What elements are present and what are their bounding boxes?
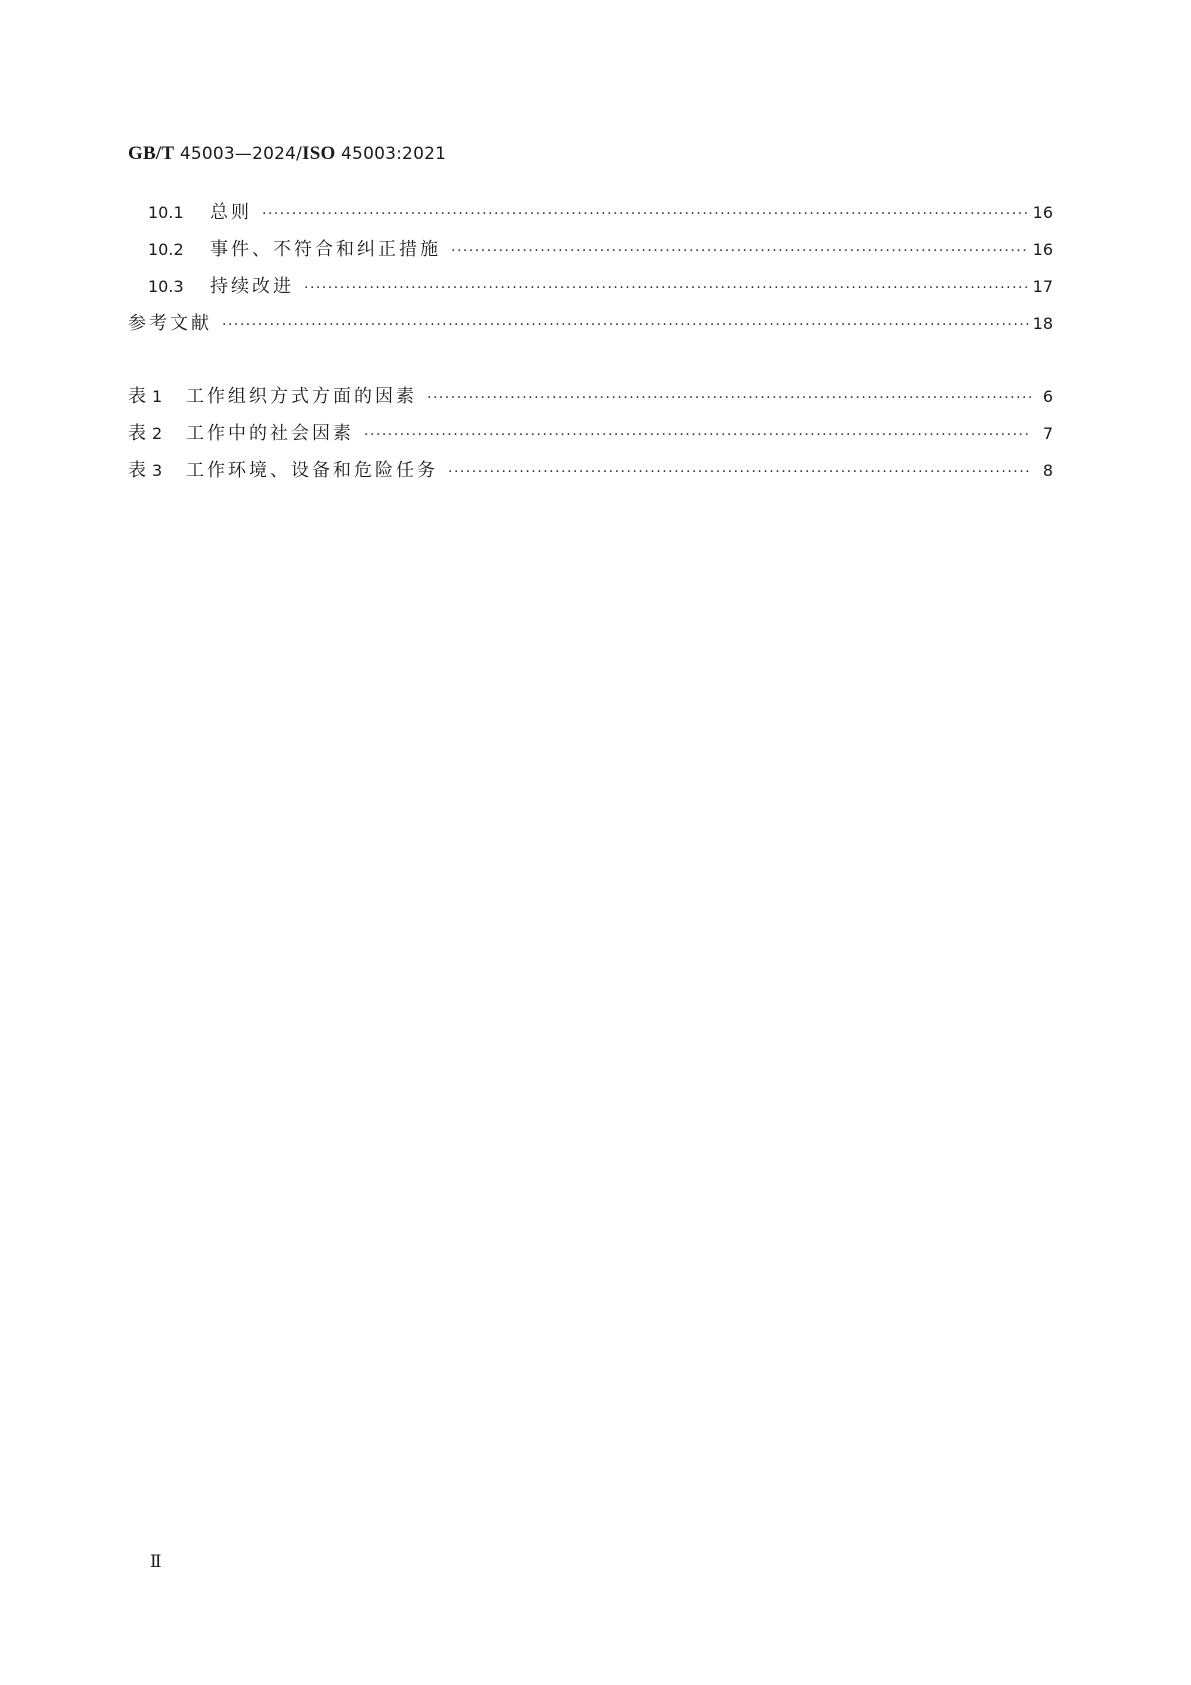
toc-entry-number: 10.2 [148,240,184,259]
standard-code-gbt-number: 45003—2024/ [174,144,303,164]
page-number: Ⅱ [150,1552,162,1572]
toc-entry-10-1[interactable] [128,198,1053,235]
toc-entry-number: 10.3 [148,277,184,296]
toc-table-prefix: 表 [128,386,146,407]
toc-entry-title: 事件、不符合和纠正措施 [210,239,441,260]
toc-entry-title: 工作组织方式方面的因素 [186,386,417,407]
toc-sections [128,198,1053,346]
toc-leader-dots [262,206,1029,222]
toc-table-label [128,382,186,408]
toc-entry-page: 17 [1032,277,1053,296]
toc-entry-title: 参考文献 [128,313,212,334]
toc-entry-page: 7 [1042,424,1053,443]
toc-table-number: 1 [152,387,163,406]
toc-entry-number: 10.1 [148,203,184,222]
toc-entry-title: 工作环境、设备和危险任务 [186,460,438,481]
toc-leader-dots [427,390,1031,406]
toc-entry-page: 16 [1032,203,1053,222]
toc-leader-dots [222,317,1029,333]
toc-table-prefix: 表 [128,460,146,481]
standard-code-gbt: GB/T [128,143,175,164]
toc-entry-bibliography[interactable] [128,309,1053,346]
toc-table-entry-3[interactable] [128,456,1053,493]
toc-table-label [128,419,186,445]
toc-leader-dots [451,243,1029,259]
toc-entry-page: 16 [1032,240,1053,259]
page-header [128,143,446,165]
toc-entry-10-2[interactable] [128,235,1053,272]
toc-entry-title: 工作中的社会因素 [186,423,354,444]
standard-code-iso-number: 45003:2021 [335,144,447,164]
toc-leader-dots [304,280,1029,296]
toc-table-prefix: 表 [128,423,146,444]
toc-leader-dots [364,427,1031,443]
toc-table-entry-2[interactable] [128,419,1053,456]
toc-entry-page: 6 [1042,387,1053,406]
toc-table-entry-1[interactable] [128,382,1053,419]
toc-entry-title: 持续改进 [210,276,294,297]
standard-code-iso: ISO [302,143,336,164]
toc-tables [128,382,1053,493]
toc-entry-page: 8 [1042,461,1053,480]
toc-table-number: 2 [152,424,163,443]
toc-entry-10-3[interactable] [128,272,1053,309]
toc-leader-dots [448,464,1031,480]
toc-entry-title: 总则 [210,202,252,223]
toc-entry-page: 18 [1032,314,1053,333]
toc-table-number: 3 [152,461,163,480]
toc-table-label [128,456,186,482]
